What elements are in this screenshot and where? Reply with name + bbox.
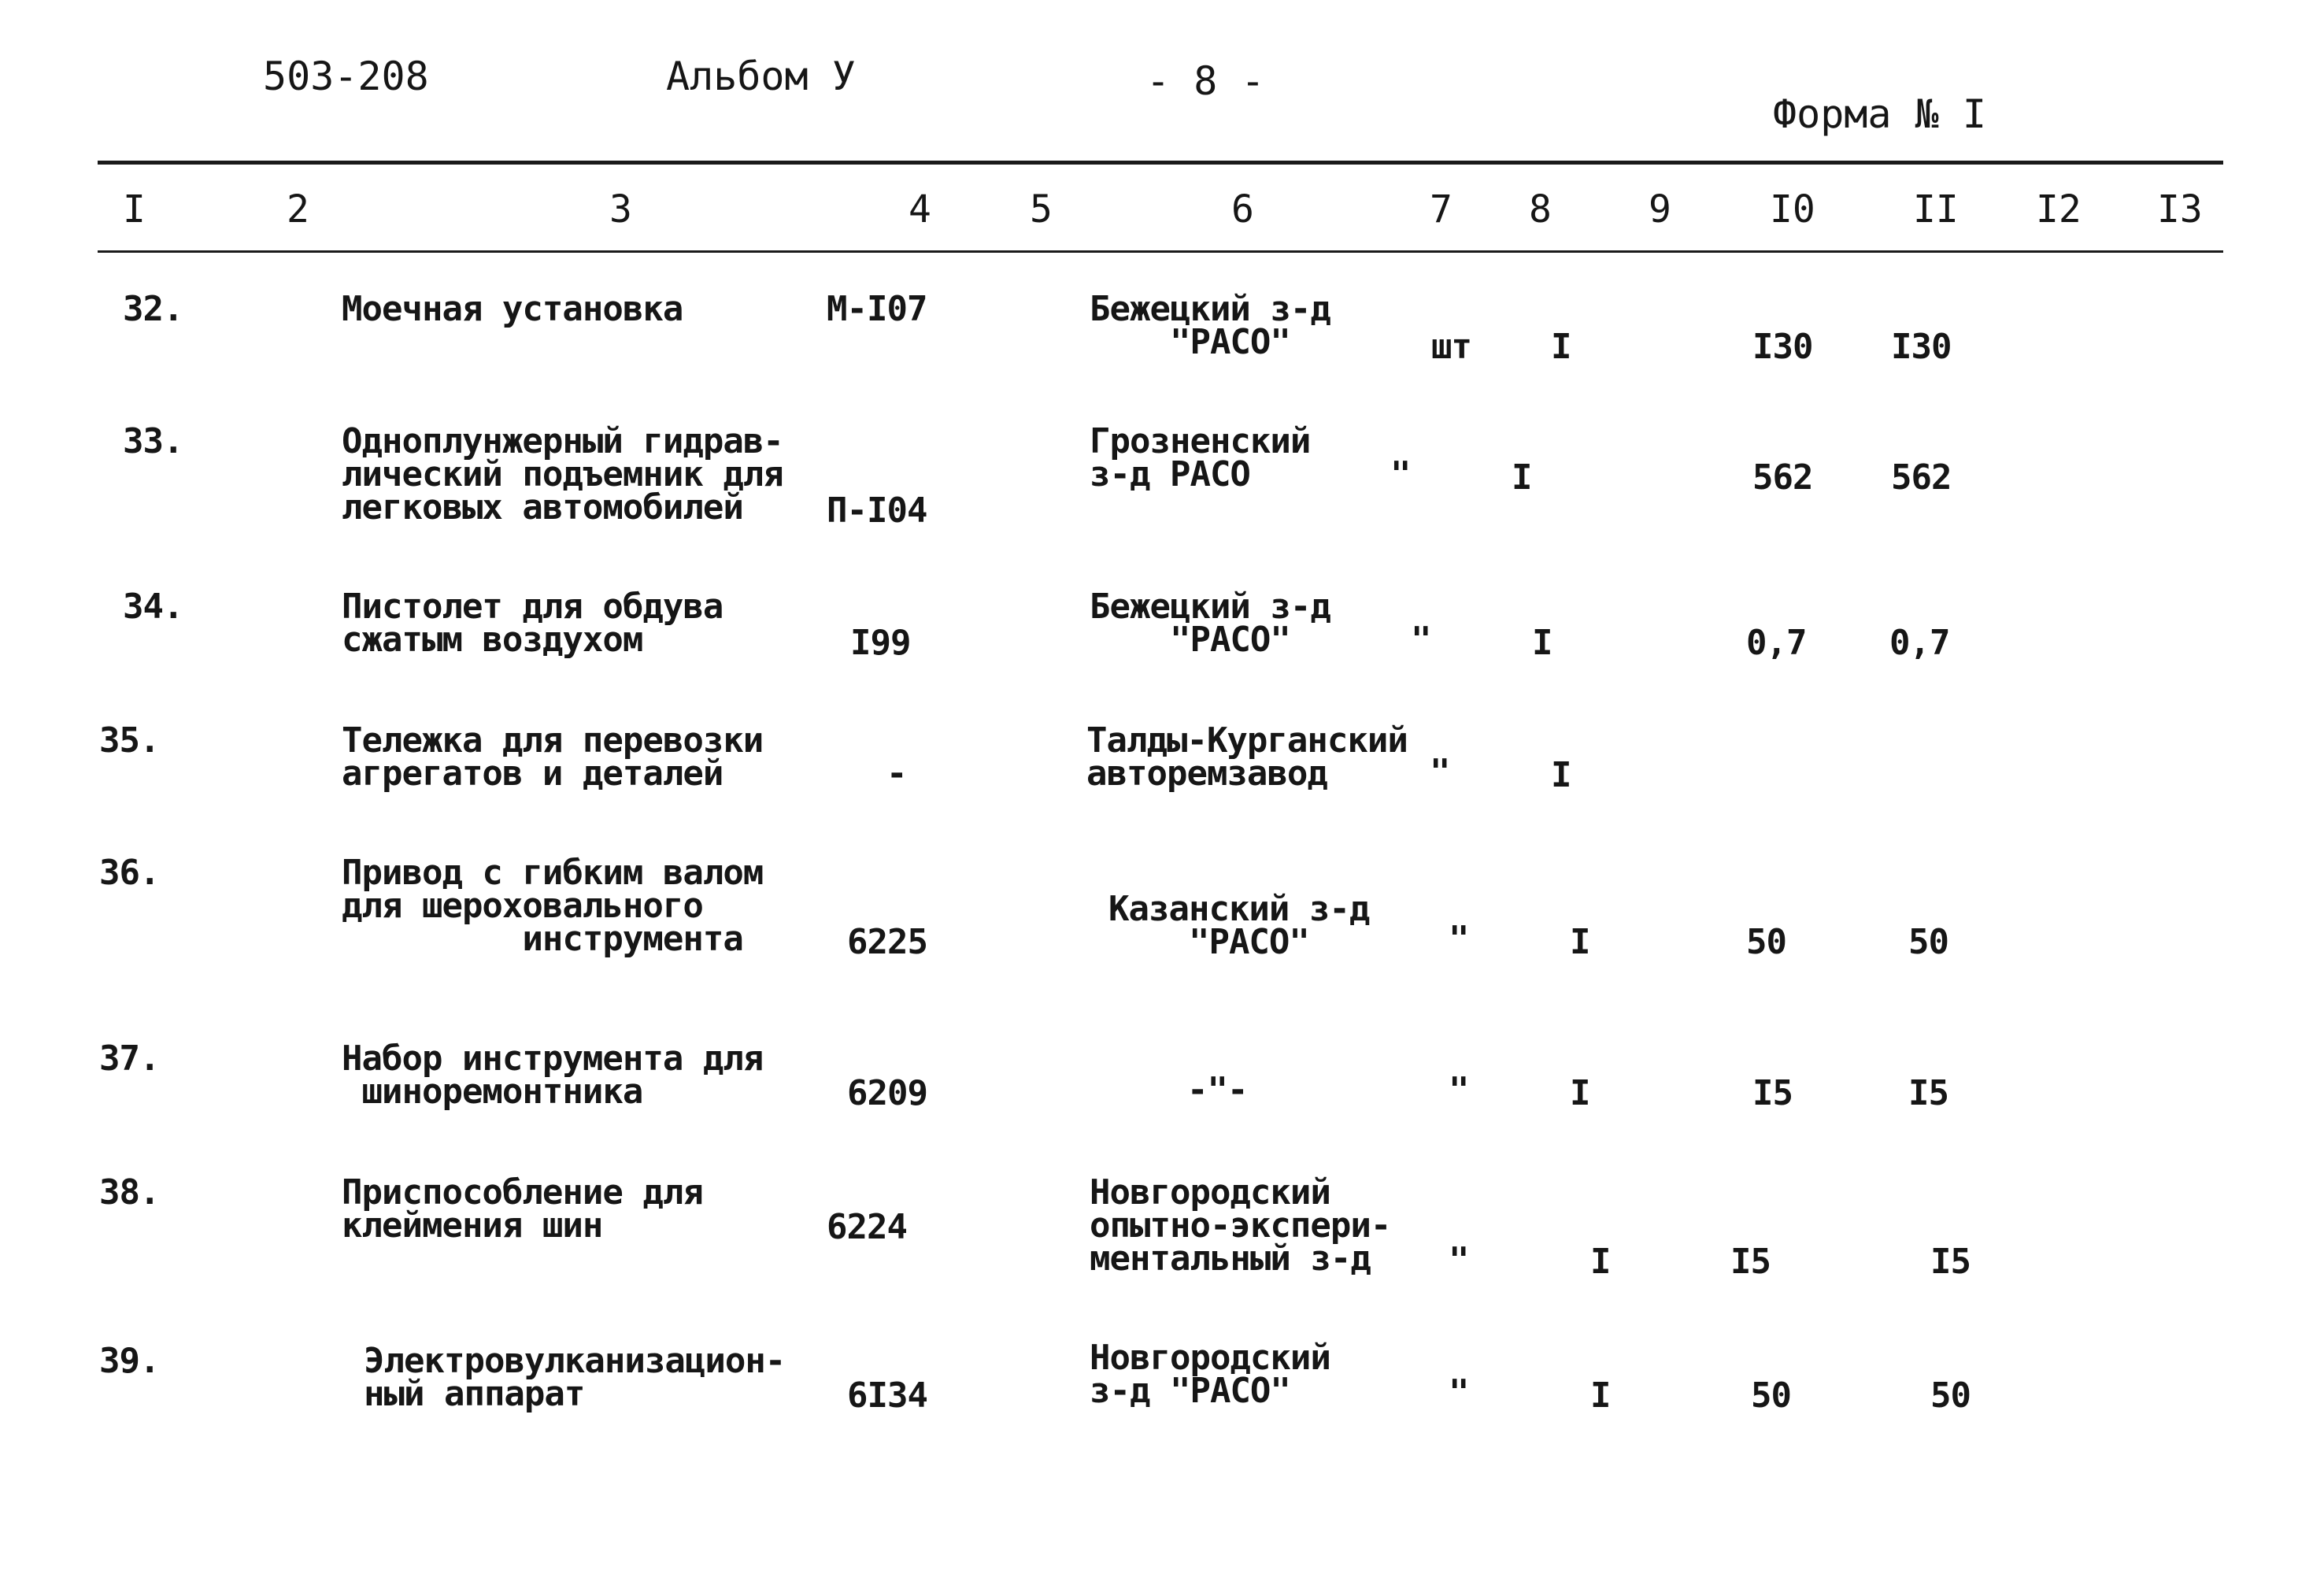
unit-price: I5 [1752,1073,1793,1113]
page-number: - 8 - [1146,58,1265,104]
table-header-rule [98,250,2223,253]
item-name: Привод с гибким валом для шероховального инструмента [342,853,764,959]
row-number: 39. [99,1341,160,1381]
unit: " [1449,919,1469,959]
item-name: Одноплунжерный гидрав- лический подъемник для легковых автомобилей [342,421,783,528]
quantity: I [1512,457,1532,498]
item-code: 6224 [827,1207,907,1247]
column-header: 7 [1430,187,1452,231]
item-code: 6225 [847,922,927,962]
column-header: I3 [2157,187,2203,231]
album-label: Альбом У [666,54,856,99]
row-number: 35. [99,720,160,761]
unit-price: I30 [1752,327,1813,367]
row-number: 34. [123,587,183,627]
column-header: 5 [1030,187,1053,231]
item-name: Электровулканизацион- ный аппарат [364,1341,786,1414]
manufacturer: Бежецкий з-д "РАСО" [1090,289,1330,362]
unit: " [1390,454,1411,494]
quantity: I [1570,1073,1590,1113]
total-price: 50 [1908,922,1948,962]
row-number: 36. [99,853,160,893]
item-name: Моечная установка [342,289,683,329]
total-price: 562 [1891,457,1952,498]
manufacturer: Новгородский з-д "РАСО" [1090,1338,1330,1411]
unit-price: I5 [1730,1242,1771,1282]
total-price: I5 [1908,1073,1948,1113]
row-number: 38. [99,1172,160,1213]
quantity: I [1532,623,1552,663]
item-name: Тележка для перевозки агрегатов и деталей [342,720,764,794]
column-header: 9 [1649,187,1671,231]
manufacturer: Бежецкий з-д "РАСО" [1090,587,1330,660]
row-number: 33. [123,421,183,461]
form-label: Форма № I [1773,91,1986,137]
column-header: 6 [1231,187,1254,231]
unit: " [1449,1240,1469,1280]
total-price: I5 [1930,1242,1971,1282]
unit-price: 562 [1752,457,1813,498]
unit: " [1449,1070,1469,1110]
item-name: Приспособление для клеймения шин [342,1172,703,1246]
column-header: II [1913,187,1959,231]
column-header: 2 [287,187,309,231]
unit-price: 0,7 [1746,623,1807,663]
total-price: I30 [1891,327,1952,367]
column-header: 3 [609,187,632,231]
unit: " [1411,620,1431,660]
item-code: I99 [850,623,911,663]
column-header: I2 [2036,187,2082,231]
column-header: I0 [1770,187,1815,231]
row-number: 32. [123,289,183,329]
unit: " [1430,752,1450,792]
unit-price: 50 [1751,1376,1791,1416]
manufacturer: Грозненский з-д РАСО [1090,421,1311,494]
manufacturer: -"- [1187,1070,1248,1110]
unit: " [1449,1372,1469,1413]
manufacturer: Талды-Курганский авторемзавод [1086,720,1408,794]
quantity: I [1570,922,1590,962]
column-header: I [123,187,146,231]
document-number: 503-208 [263,54,429,99]
quantity: I [1590,1376,1611,1416]
table-top-rule [98,161,2223,165]
manufacturer: Казанский з-д "РАСО" [1108,889,1370,962]
item-name: Набор инструмента для шиноремонтника [342,1039,764,1112]
column-header: 4 [909,187,931,231]
item-code: 6209 [847,1073,927,1113]
item-name: Пистолет для обдува сжатым воздухом [342,587,723,660]
item-code: - [886,753,907,794]
total-price: 50 [1930,1376,1971,1416]
row-number: 37. [99,1039,160,1079]
quantity: I [1590,1242,1611,1282]
manufacturer: Новгородский опытно-экспери- ментальный з-д [1090,1172,1391,1279]
item-code: 6I34 [847,1376,927,1416]
quantity: I [1551,755,1571,795]
quantity: I [1551,327,1571,367]
total-price: 0,7 [1889,623,1950,663]
unit: шт [1431,327,1471,367]
item-code: М-I07 [827,289,927,329]
unit-price: 50 [1746,922,1786,962]
item-code: П-I04 [827,491,927,531]
column-header: 8 [1529,187,1552,231]
